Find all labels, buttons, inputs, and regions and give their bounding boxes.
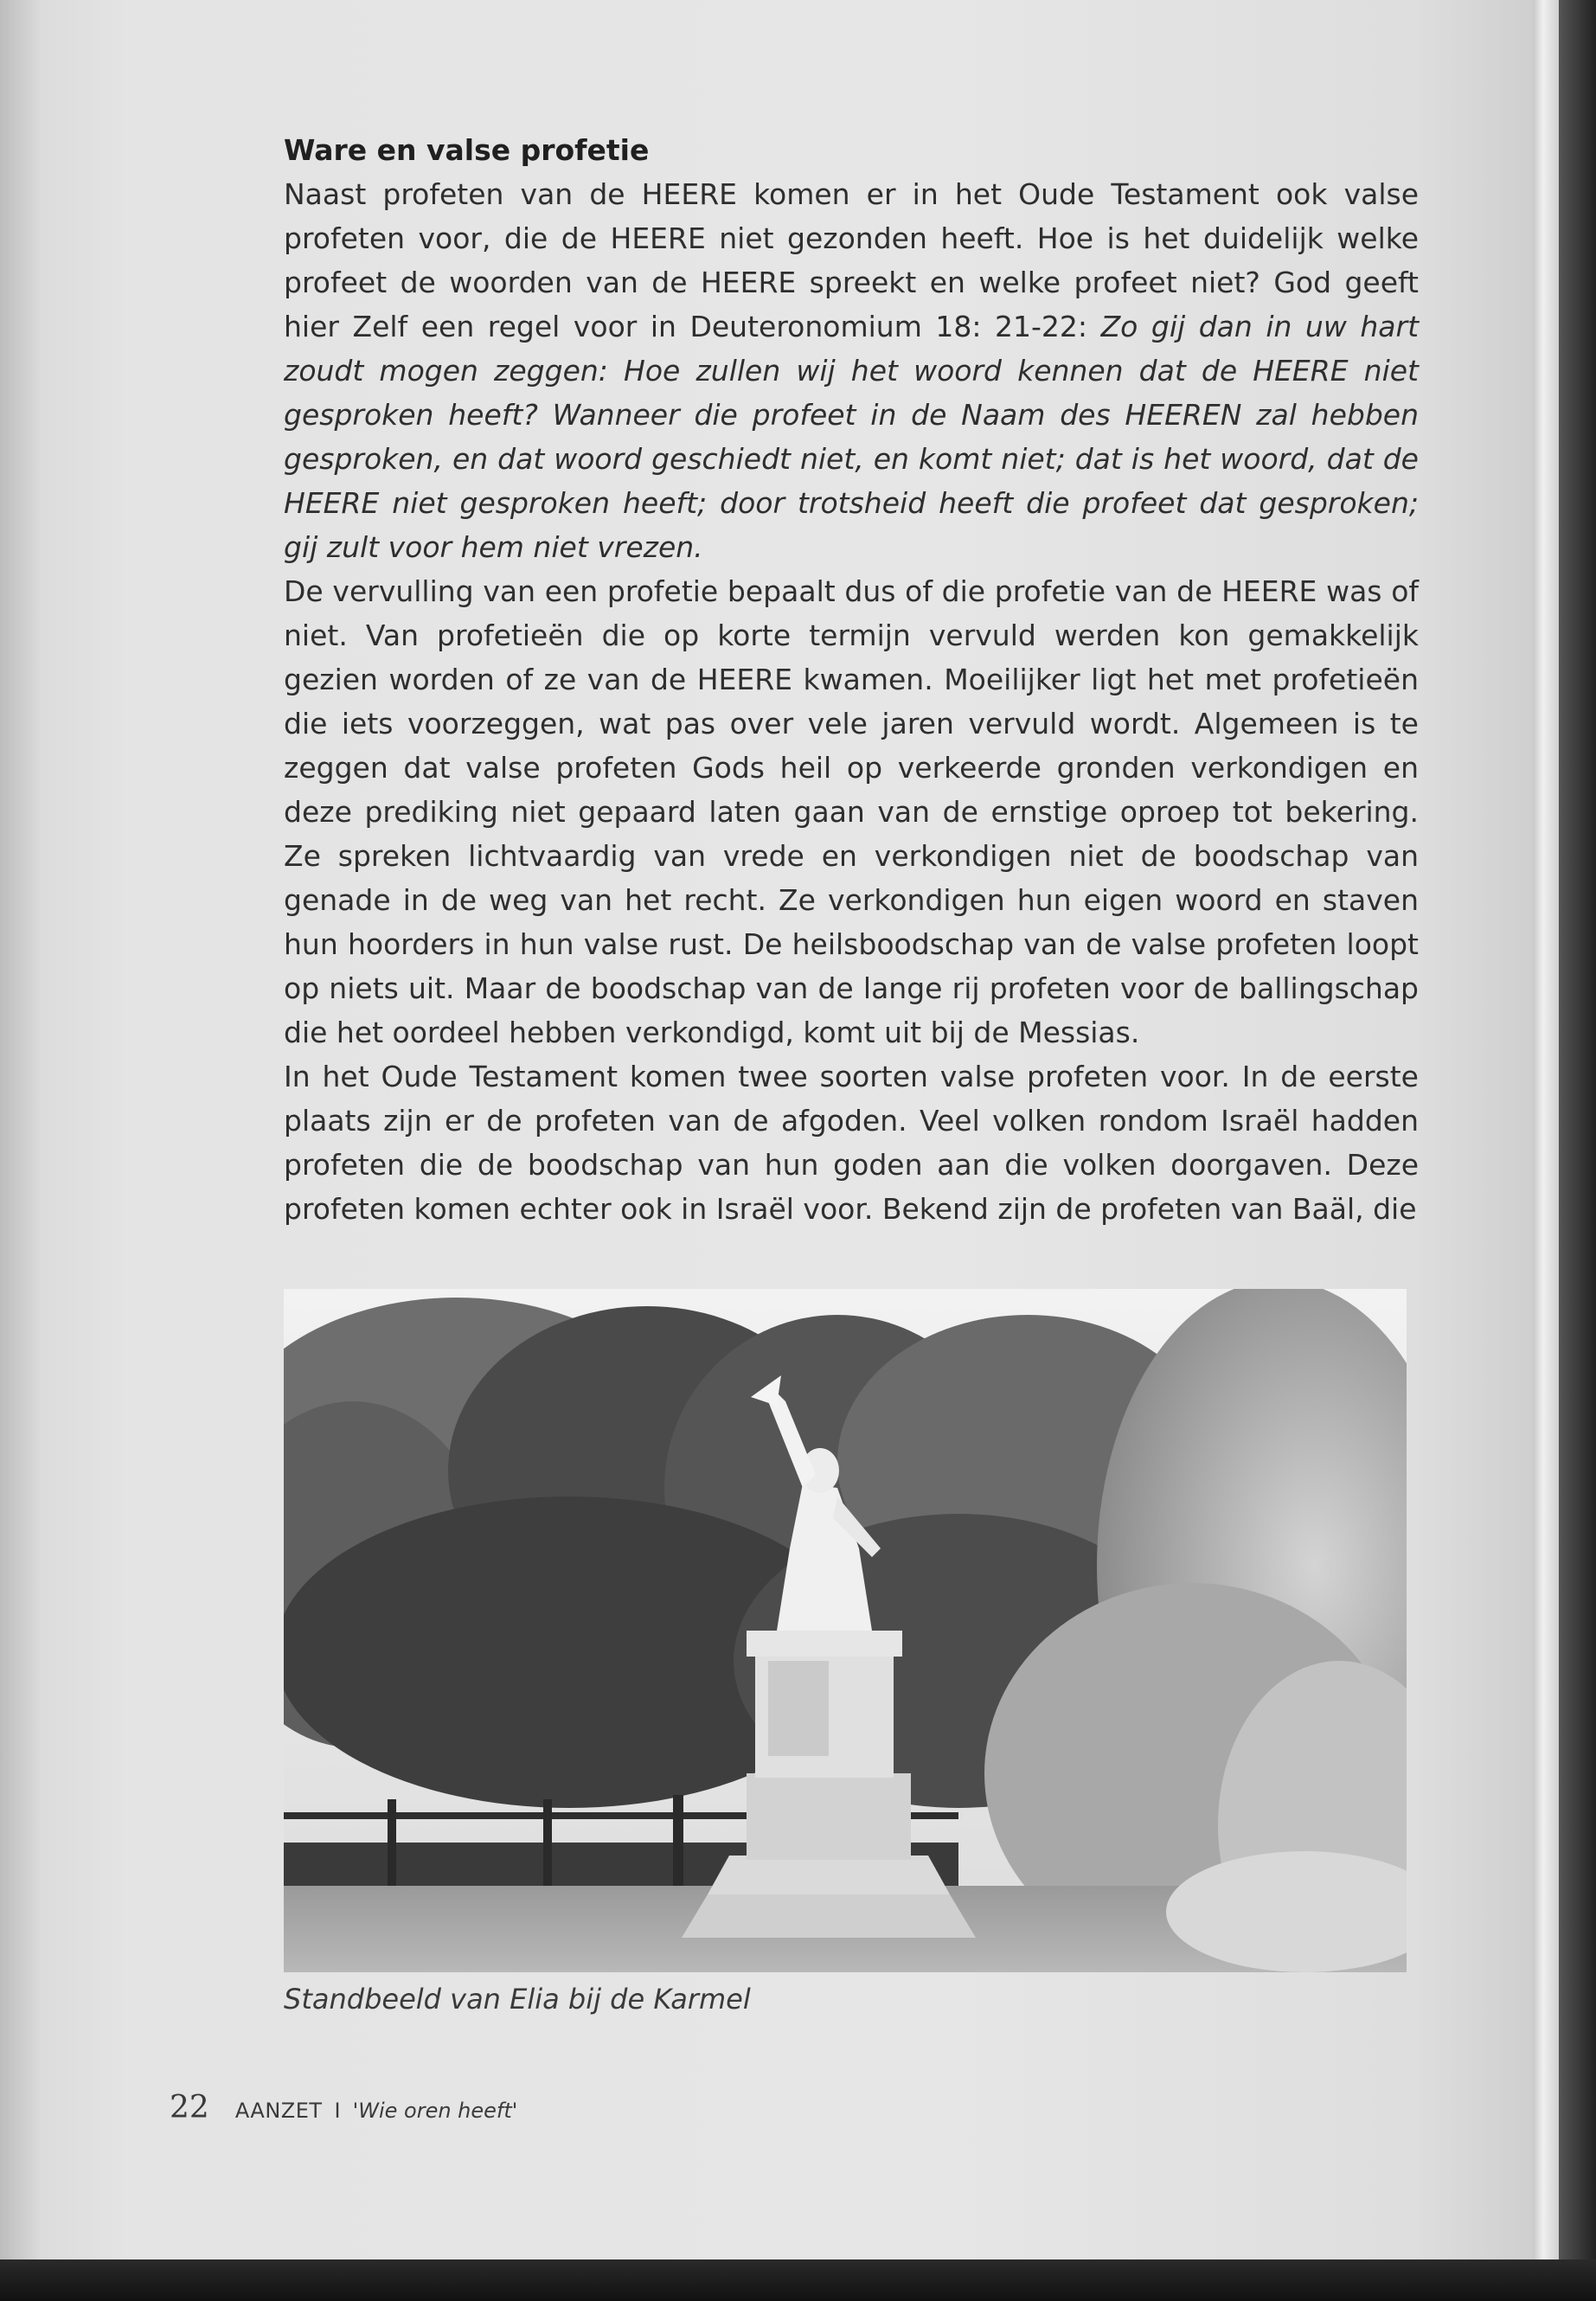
- running-separator: I: [334, 2099, 341, 2123]
- page-bottom-shadow: [0, 2259, 1596, 2301]
- figure-caption: Standbeeld van Elia bij de Karmel: [284, 1983, 751, 2016]
- book-binding-shadow: [1559, 0, 1596, 2301]
- scripture-quote: Zo gij dan in uw hart zoudt mogen zeggen: Hoe zullen wij het woord kennen dat de HEERE niet gesproken heeft? Wanneer die profeet in de Naam des HEEREN zal hebben gesproken, en dat woord geschiedt niet, en komt niet; dat is het woord, dat de HEERE niet gesproken heeft; door trotsheid heeft die profeet dat gesproken; gij zult voor hem niet vrezen.: [284, 310, 1420, 564]
- statue-illustration: [284, 1289, 1407, 1972]
- article-body: [284, 128, 1419, 1231]
- section-heading: Ware en valse profetie: [284, 133, 650, 167]
- paragraph-1: [284, 172, 1419, 569]
- running-title: AANZET: [234, 2099, 323, 2123]
- page-right-edge: [1533, 0, 1559, 2259]
- paragraph-1-text: Naast profeten van de HEERE komen er in het Oude Testament ook valse profeten voor, die de HEERE niet gezonden heeft. Hoe is het duidelijk welke profeet de woorden van de HEERE spreekt en welke profeet niet? God geeft hier Zelf een regel voor in Deuteronomium 18: 21-22:: [284, 177, 1419, 343]
- paragraph-3: In het Oude Testament komen twee soorten valse profeten voor. In de eerste plaats zijn er de profeten van de afgoden. Veel volken rondom Israël hadden profeten die de boodschap van hun goden aan die volken doorgaven. Deze profeten komen echter ook in Israël voor. Bekend zijn de profeten van Baäl, die: [284, 1060, 1419, 1226]
- paragraph-2: De vervulling van een profetie bepaalt dus of die profetie van de HEERE was of niet. Van profetieën die op korte termijn vervuld werden kon gemakkelijk gezien worden of ze van de HEERE kwamen. Moeilijker ligt het met profetieën die iets voorzeggen, wat pas over vele jaren vervuld wordt. Algemeen is te zeggen dat valse profeten Gods heil op verkeerde gronden verkondigen en deze prediking niet gepaard laten gaan van de ernstige oproep tot bekering. Ze spreken lichtvaardig van vrede en verkondigen niet de boodschap van genade in de weg van het recht. Ze verkondigen hun eigen woord en staven hun hoorders in hun valse rust. De heilsboodschap van de valse profeten loopt op niets uit. Maar de boodschap van de lange rij profeten voor de ballingschap die het oordeel hebben verkondigd, komt uit bij de Messias.: [284, 574, 1419, 1049]
- elijah-statue-photo: [284, 1289, 1407, 1972]
- page-left-edge: [0, 0, 40, 2301]
- page-footer: [170, 2090, 517, 2125]
- page-number: 22: [170, 2090, 209, 2125]
- running-subtitle: 'Wie oren heeft': [352, 2099, 518, 2123]
